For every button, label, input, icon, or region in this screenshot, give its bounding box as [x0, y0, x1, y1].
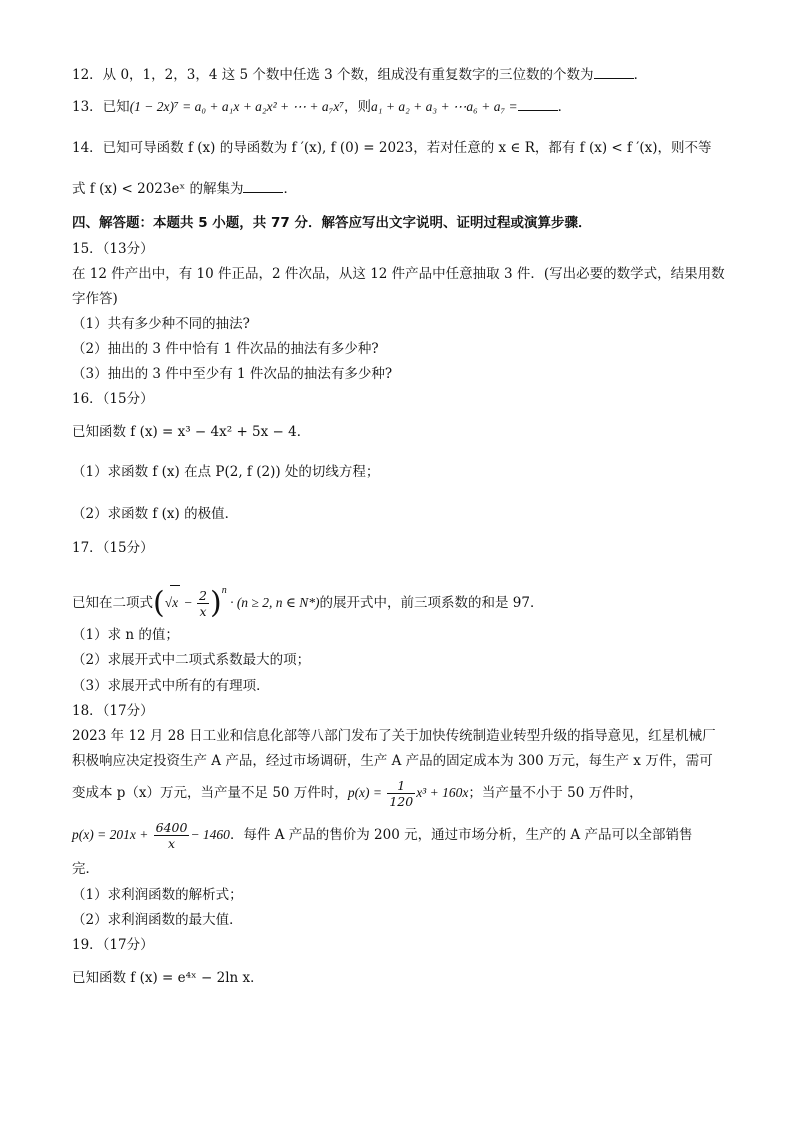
question-13: [72, 98, 571, 116]
question-17-part-3: （3）求展开式中所有的有理项．: [72, 678, 270, 694]
cost-formula-a-lhs: p(x) =: [347, 785, 383, 800]
open-paren: (: [153, 585, 165, 621]
question-16-part-1: （1）求函数 f (x) 在点 P(2, f (2)) 处的切线方程；: [72, 464, 380, 480]
fraction-2-over-x: [197, 588, 209, 619]
question-18-line-3-text-b: ；当产量不小于 50 万件时，: [468, 785, 643, 801]
question-17-part-2: （2）求展开式中二项式系数最大的项；: [72, 652, 311, 668]
question-12-text: 12．从 0，1，2，3，4 这 5 个数中任选 3 个数，组成没有重复数字的三位数的个数为: [72, 67, 594, 83]
question-15-header: 15．（13分）: [72, 241, 154, 257]
fraction-denominator: x: [168, 836, 176, 851]
question-14-line-2: [72, 180, 297, 198]
question-18-part-2: （2）求利润函数的最大值．: [72, 912, 243, 928]
question-18-line-1: 2023 年 12 月 28 日工业和信息化部等八部门发布了关于加快传统制造业转型升级的指导意见，红星机械厂: [72, 728, 716, 744]
question-16-part-2: （2）求函数 f (x) 的极值．: [72, 506, 239, 522]
question-16-header: 16．（15分）: [72, 391, 154, 407]
question-13-prefix: 13．已知: [72, 99, 130, 115]
fraction-denominator: x: [199, 604, 207, 619]
question-19-header: 19．（17分）: [72, 937, 154, 953]
section-heading: 四、解答题：本题共 5 小题，共 77 分．解答应写出文字说明、证明过程或演算步骤．: [72, 215, 592, 231]
question-14-line-1: 14．已知可导函数 f (x) 的导函数为 f ′(x), f (0) = 2023，若对任意的 x ∈ R，都有 f (x) < f ′(x)，则不等: [72, 140, 712, 156]
answer-blank: [518, 98, 558, 111]
fraction-numerator: 1: [387, 778, 415, 794]
question-14-end: ．: [283, 181, 297, 197]
fraction-denominator: 120: [389, 794, 414, 809]
question-17-header: 17．（15分）: [72, 540, 154, 556]
cost-formula-b-rhs: − 1460: [190, 827, 230, 842]
question-13-mid: ，则: [344, 99, 372, 115]
question-15-part-3: （3）抽出的 3 件中至少有 1 件次品的抽法有多少种?: [72, 366, 393, 382]
question-15-part-2: （2）抽出的 3 件中恰有 1 件次品的抽法有多少种?: [72, 341, 379, 357]
dot: ·: [226, 595, 237, 610]
fraction-6400-over-x: [154, 820, 190, 851]
question-18-line-2: 积极响应决定投资生产 A 产品，经过市场调研，生产 A 产品的固定成本为 300 万元，每生产 x 万件，需可: [72, 753, 713, 769]
question-18-line-3: [72, 776, 643, 810]
question-15-line-1: 在 12 件产出中，有 10 件正品，2 件次品，从这 12 件产品中任意抽取 3 件．(写出必要的数学式，结果用数: [72, 266, 725, 282]
question-15-line-2: 字作答): [72, 291, 118, 307]
exponent-n: n: [221, 585, 227, 596]
question-14-line-2-text: 式 f (x) < 2023eˣ 的解集为: [72, 181, 244, 197]
question-17-part-1: （1）求 n 的值；: [72, 627, 179, 643]
question-19-stem: 已知函数 f (x) = e⁴ˣ − 2ln x．: [72, 970, 264, 986]
question-18-line-3-text-a: 变成本 p（x）万元，当产量不足 50 万件时，: [72, 785, 348, 801]
fraction-1-over-120: [387, 778, 415, 809]
question-18-header: 18．（17分）: [72, 703, 154, 719]
question-15-part-1: （1）共有多少种不同的抽法?: [72, 316, 250, 332]
cost-formula-a-rhs: x³ + 160x: [416, 785, 469, 800]
question-16-stem: 已知函数 f (x) = x³ − 4x² + 5x − 4．: [72, 424, 311, 440]
question-18-line-4: [72, 818, 692, 852]
question-13-expression-2: a₁ + a₂ + a₃ + ⋯a₆ + a₇ =: [371, 99, 518, 114]
question-18-line-4-text: ．每件 A 产品的售价为 200 元，通过市场分析，生产的 A 产品可以全部销售: [229, 827, 693, 843]
question-17-stem-suffix: 的展开式中，前三项系数的和是 97．: [319, 595, 544, 611]
question-13-end: ．: [557, 99, 572, 115]
question-12-end: ．: [633, 67, 648, 83]
cost-formula-b-lhs: p(x) = 201x +: [72, 827, 149, 842]
question-18-line-5: 完．: [72, 861, 99, 877]
answer-blank: [243, 180, 283, 193]
question-17-stem: [72, 574, 543, 620]
close-paren: ): [209, 585, 222, 621]
condition: (n ≥ 2, n ∈ N*): [236, 595, 320, 610]
question-13-expression: (1 − 2x)⁷ = a₀ + a₁x + a₂x² + ⋯ + a₇x⁷: [129, 99, 345, 114]
question-12: [72, 66, 647, 84]
question-17-stem-prefix: 已知在二项式: [72, 595, 153, 611]
fraction-numerator: 6400: [155, 820, 188, 835]
answer-blank: [594, 66, 634, 79]
fraction-numerator: 2: [199, 588, 207, 603]
minus-sign: −: [180, 595, 197, 610]
question-18-part-1: （1）求利润函数的解析式；: [72, 887, 243, 903]
sqrt-x: √x: [165, 595, 180, 610]
